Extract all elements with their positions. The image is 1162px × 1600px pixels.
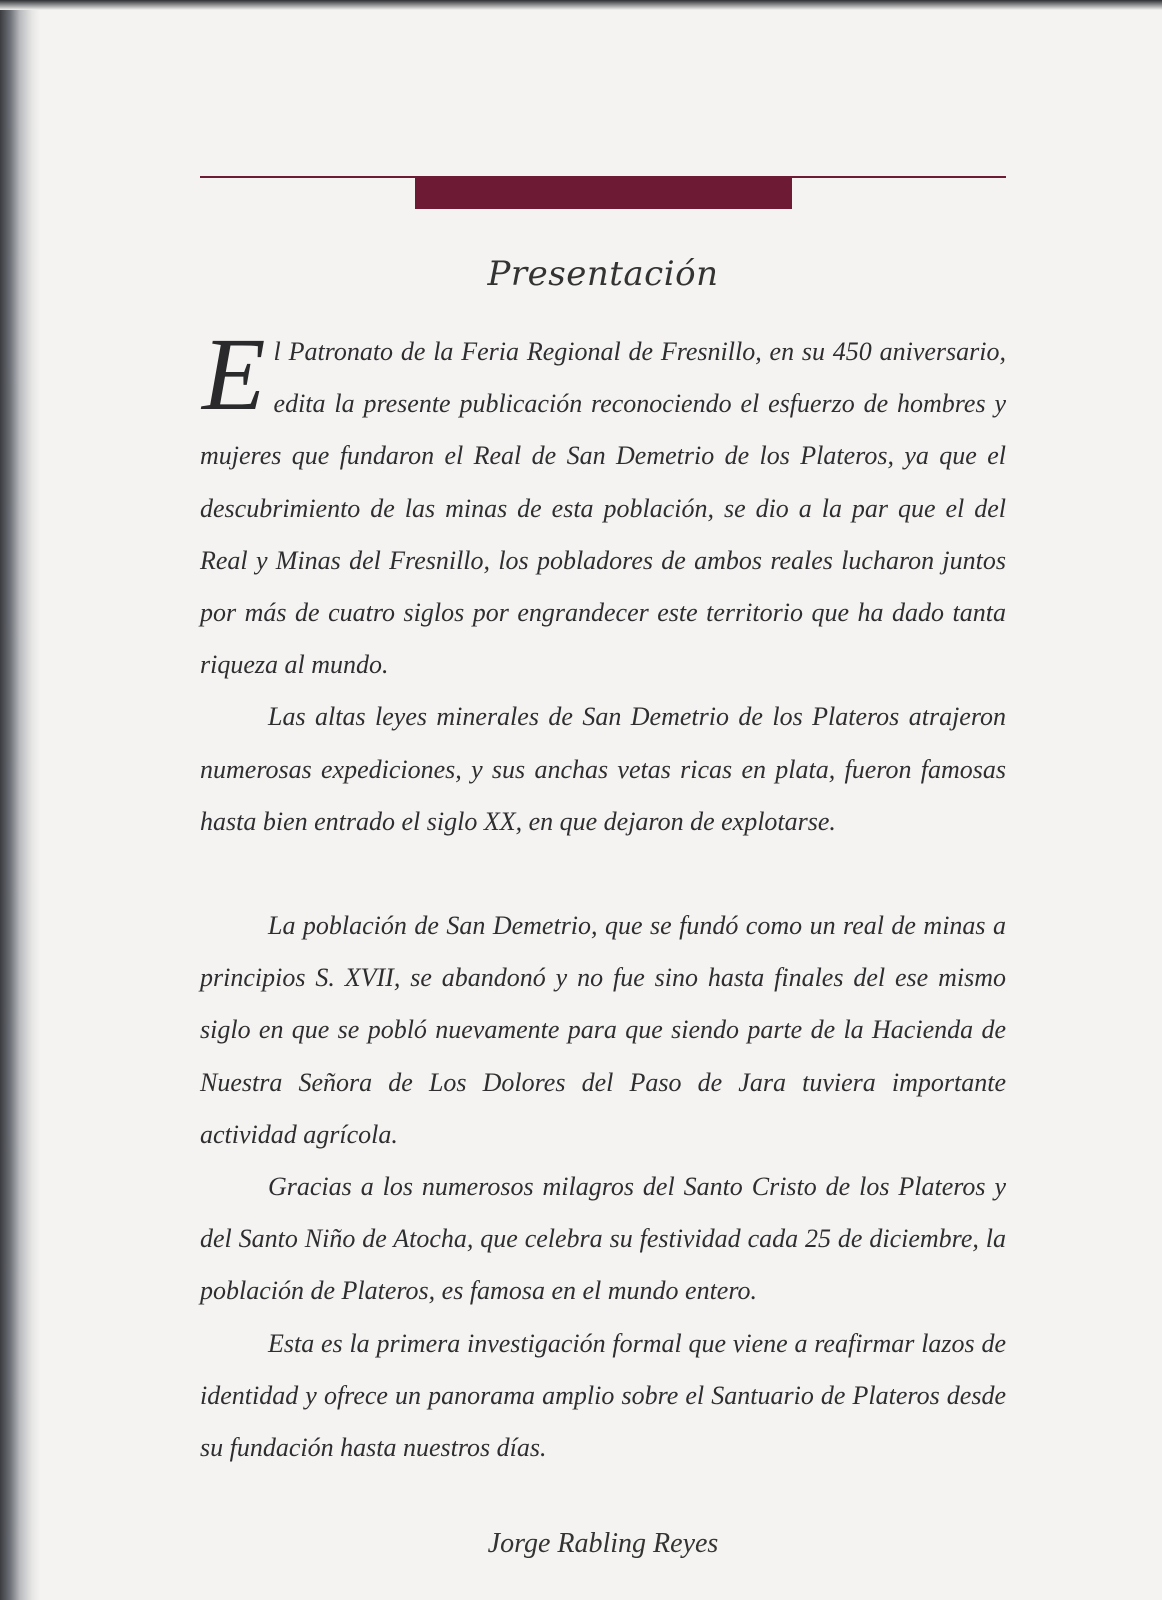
paragraph-1-text: l Patronato de la Feria Regional de Fresnillo, en su 450 aniversario, edita la presente publicación reconociendo el esfuerzo de hombres y mujeres que fundaron el Real de San Demetrio de los Plateros, ya que el descubrimiento de las minas de esta población, se dio a la par que el del Real y Minas del Fresnillo, los pobladores de ambos reales lucharon juntos por más de cuatro siglos por engrandecer este territorio que ha dado tanta riqueza al mundo.	[200, 337, 1006, 680]
paragraph-2: Las altas leyes minerales de San Demetrio de los Plateros atrajeron numerosas expediciones, y sus anchas vetas ricas en plata, fueron famosas hasta bien entrado el siglo XX, en que dejaron de explotarse.	[200, 702, 1006, 836]
body-text	[200, 317, 1006, 1474]
paragraph-3: La población de San Demetrio, que se fundó como un real de minas a principios S. XVII, se abandonó y no fue sino hasta finales del ese mismo siglo en que se pobló nuevamente para que siendo parte de la Hacienda de Nuestra Señora de Los Dolores del Paso de Jara tuviera importante actividad agrícola.	[200, 911, 1006, 1149]
paragraph-4: Gracias a los numerosos milagros del Santo Cristo de los Plateros y del Santo Niño de Atocha, que celebra su festividad cada 25 de diciembre, la población de Plateros, es famosa en el mundo entero.	[200, 1172, 1006, 1306]
page-top-edge	[0, 0, 1162, 10]
decorative-rule-bar	[415, 177, 792, 209]
drop-cap: E	[202, 317, 266, 432]
page-title: Presentación	[487, 254, 719, 294]
page-binding-edge	[0, 0, 40, 1600]
paragraph-gap	[200, 848, 1006, 900]
paragraph-1	[200, 317, 1006, 691]
author-signature: Jorge Rabling Reyes	[487, 1528, 719, 1559]
paragraph-5: Esta es la primera investigación formal que viene a reafirmar lazos de identidad y ofrece un panorama amplio sobre el Santuario de Plateros desde su fundación hasta nuestros días.	[200, 1328, 1006, 1463]
